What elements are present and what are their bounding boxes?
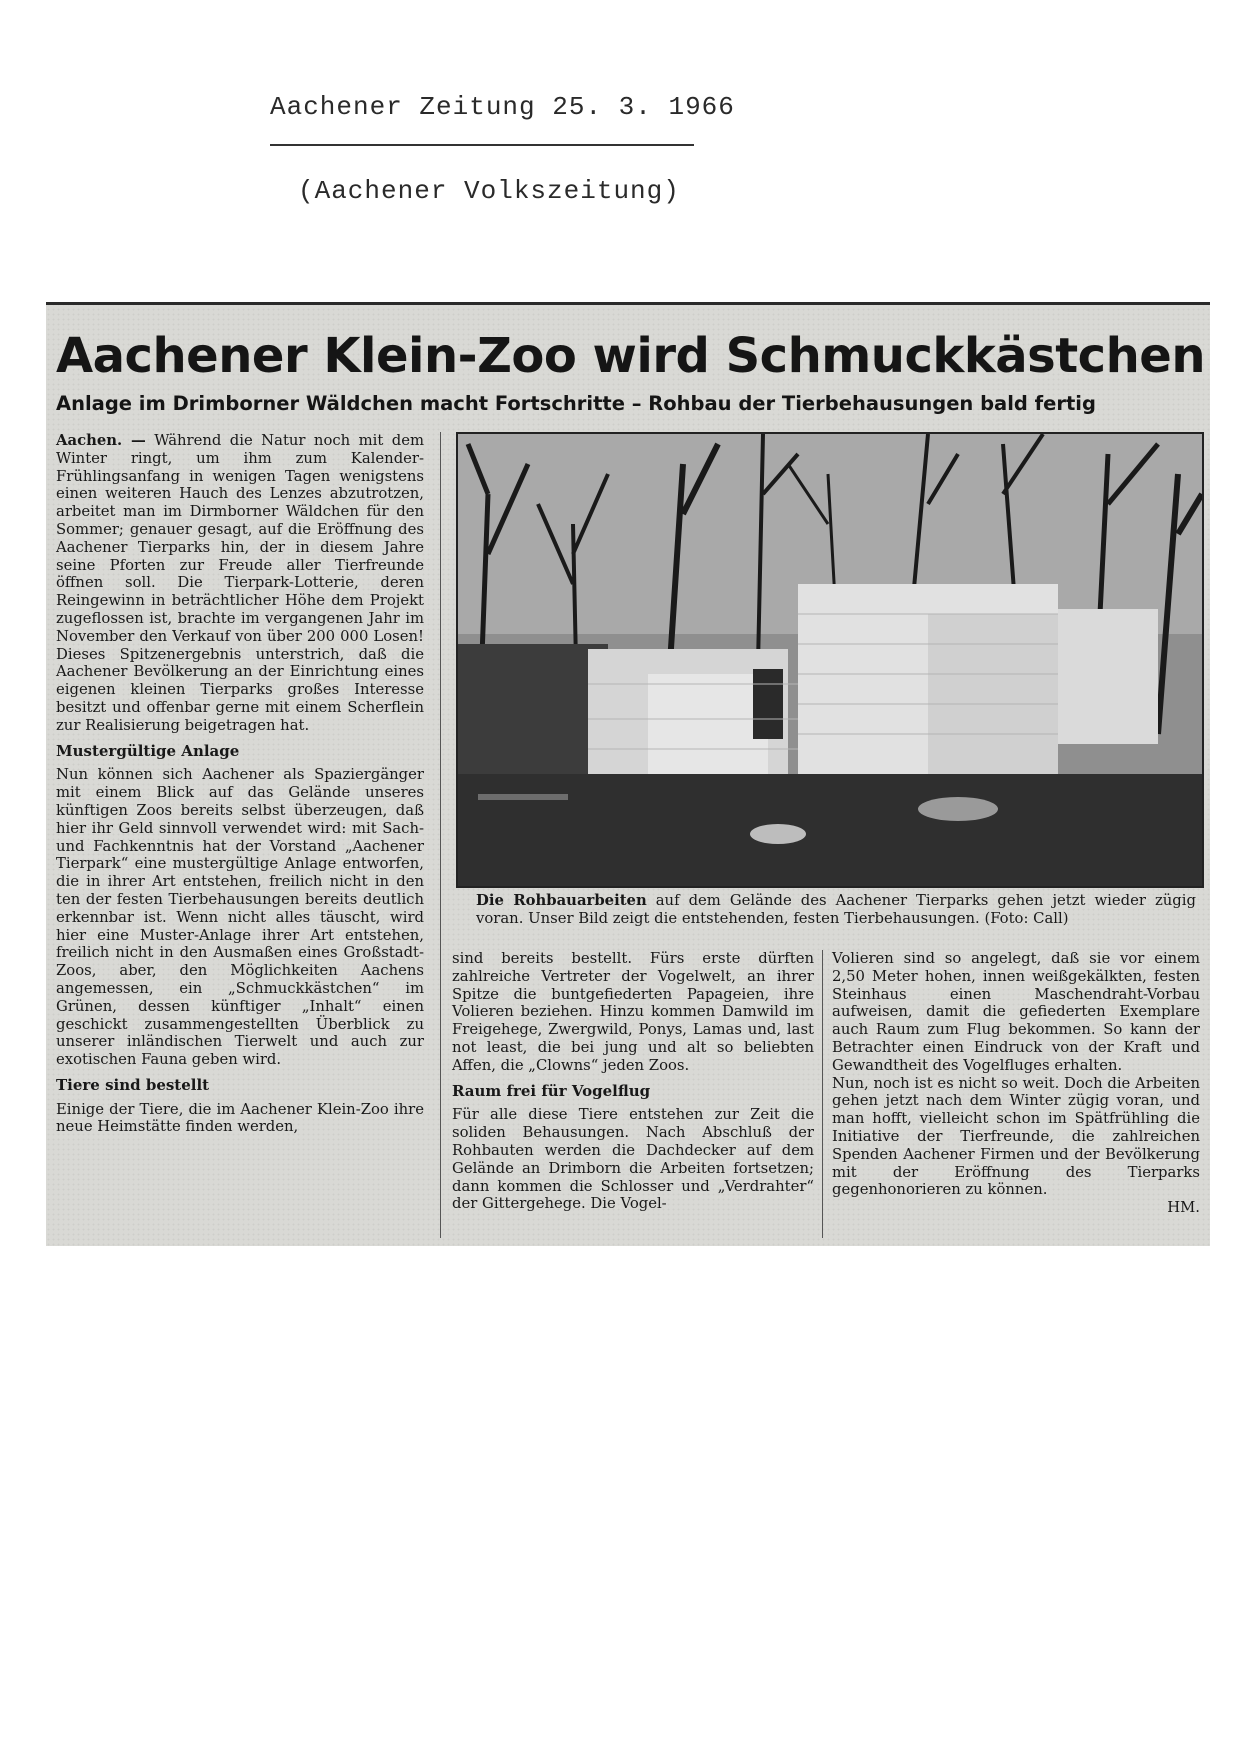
article-column-3	[832, 950, 1200, 1217]
column-1-para-1: Während die Natur noch mit dem Winter ringt, um ihm zum Kalender-Frühlingsanfang in wenigen Tagen wenigstens einen weiteren Hauch des Lenzes abzutrotzen, arbeitet man im Dirmborner Wäldchen für den Sommer; genauer gesagt, auf die Eröffnung des Aachener Tierparks hin, der in diesem Jahre seine Pforten zur Freude aller Tierfreunde öffnen soll. Die Tierpark-Lotterie, deren Reingewinn in beträchtlicher Höhe dem Projekt zugeflossen ist, brachte im vergangenen Jahr im November den Verkauf von über 200 000 Losen! Dieses Spitzenergebnis unterstrich, daß die Aachener Bevölkerung an der Einrichtung eines eigenen kleinen Tierparks großes Interesse besitzt und offenbar gerne mit einem Scherflein zur Realisierung beigetragen hat.	[56, 432, 424, 734]
column-3-para-1: Volieren sind so angelegt, daß sie vor einem 2,50 Meter hohen, innen weißgekälkten, festen Steinhaus einen Maschendraht-Vorbau aufweisen, damit die gefiederten Exemplare auch Raum zum Flug bekommen. So kann der Betrachter einen Eindruck von der Kraft und Gewandtheit des Vogelfluges erhalten.	[832, 950, 1200, 1074]
column-2-para-2: Für alle diese Tiere entstehen zur Zeit die soliden Behausungen. Nach Abschluß der Rohbauten werden die Dachdecker auf dem Gelände an Drimborn die Arbeiten fortsetzen; dann kommen die Schlosser und „Verdrahter“ der Gittergehege. Die Vogel-	[452, 1106, 814, 1213]
column-rule-1	[440, 432, 441, 1238]
column-1-para-2: Nun können sich Aachener als Spaziergänger mit einem Blick auf das Gelände unseres künftigen Zoos bereits selbst überzeugen, daß hier ihr Geld sinnvoll verwendet wird: mit Sach- und Fachkenntnis hat der Vorstand „Aachener Tierpark“ eine mustergültige Anlage entworfen, die in ihrer Art entstehen, freilich nicht in den ten der festen Tierbehausungen bereits deutlich erkennbar ist. Wenn nicht alles täuscht, wird hier eine Muster-Anlage ihrer Art entstehen, freilich nicht in den Ausmaßen eines Großstadt-Zoos, aber, den Möglichkeiten Aachens angemessen, ein „Schmuckkästchen“ im Grünen, dessen künftiger „Inhalt“ einen geschickt zusammengestellten Überblick zu unserer inländischen Tierwelt und auch zur exotischen Fauna geben wird.	[56, 766, 424, 1069]
construction-photo	[456, 432, 1204, 888]
column-rule-2	[822, 950, 823, 1238]
photo-caption	[476, 892, 1196, 928]
clipping-top-rule	[46, 302, 1210, 305]
article-subheadline: Anlage im Drimborner Wäldchen macht Fortschritte – Rohbau der Tierbehausungen bald fertig	[56, 392, 1096, 415]
section-heading-tiere: Tiere sind bestellt	[56, 1075, 210, 1094]
caption-lead: Die Rohbauarbeiten	[476, 892, 647, 909]
article-column-1	[56, 432, 424, 1136]
column-3-para-2: Nun, noch ist es nicht so weit. Doch die Arbeiten gehen jetzt nach dem Winter zügig voran, und man hofft, vielleicht schon im Spätfrühling die Initiative der Tierfreunde, die zahlreichen Spenden Aachener Firmen und der Bevölkerung mit der Eröffnung des Tierparks gegenhonorieren zu können.	[832, 1074, 1200, 1199]
section-heading-vogelflug: Raum frei für Vogelflug	[452, 1081, 651, 1100]
article-column-2	[452, 950, 814, 1213]
typed-underline	[270, 144, 694, 146]
author-signature: HM.	[1167, 1199, 1200, 1217]
column-1-para-3: Einige der Tiere, die im Aachener Klein-Zoo ihre neue Heimstätte finden werden,	[56, 1100, 424, 1136]
dateline: Aachen. —	[56, 432, 146, 449]
typed-source-line: Aachener Zeitung 25. 3. 1966	[270, 92, 735, 122]
column-1-intro	[56, 432, 424, 735]
column-2-para-1: sind bereits bestellt. Fürs erste dürften zahlreiche Vertreter der Vogelwelt, an ihrer Spitze die buntgefiederten Papageien, ihre Volieren beziehen. Hinzu kommen Damwild im Freigehege, Zwergwild, Ponys, Lamas und, last not least, die bei jung und alt so beliebten Affen, die „Clowns“ jeden Zoos.	[452, 950, 814, 1074]
article-headline: Aachener Klein-Zoo wird Schmuckkästchen	[56, 328, 1206, 384]
newspaper-clipping	[46, 302, 1210, 1246]
typed-subtitle: (Aachener Volkszeitung)	[298, 176, 680, 206]
caption-text: auf dem Gelände des Aachener Tierparks gehen jetzt wieder zügig voran. Unser Bild zeigt die entstehenden, festen Tierbehausungen. (Foto: Call)	[476, 892, 1196, 927]
section-heading-mustergueltig: Mustergültige Anlage	[56, 741, 240, 760]
